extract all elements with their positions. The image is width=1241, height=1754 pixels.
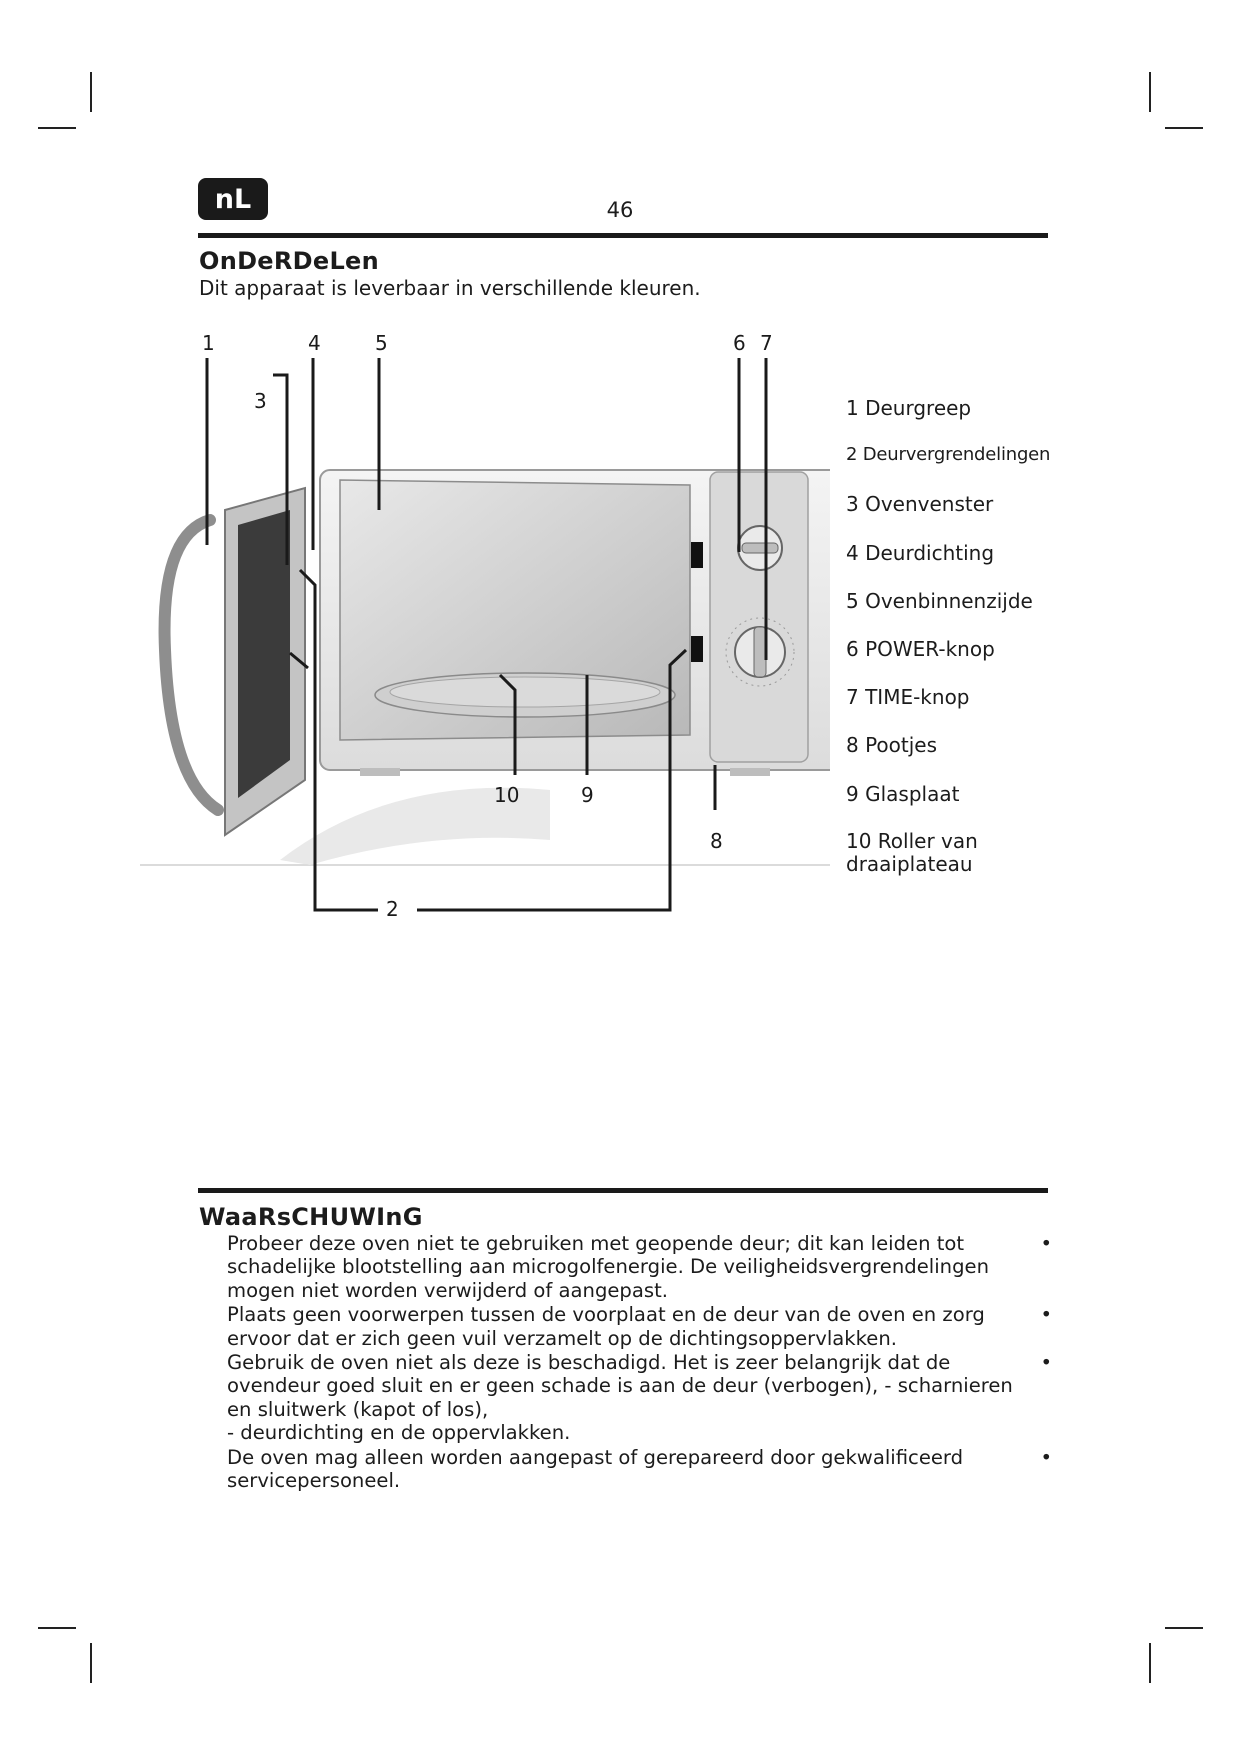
oven-foot: [730, 768, 770, 776]
legend-item: 5 Ovenbinnenzijde: [846, 588, 1033, 613]
warning-item: [227, 1232, 1052, 1302]
callout-10: 10: [494, 783, 520, 807]
legend-item: 1 Deurgreep: [846, 396, 972, 420]
warning-item: [227, 1303, 1052, 1350]
crop-mark: [38, 1627, 76, 1629]
callout-2: 2: [386, 897, 399, 921]
legend-item: 7 TIME-knop: [846, 685, 970, 710]
callout-3: 3: [254, 389, 267, 413]
warning-text: Plaats geen voorwerpen tussen de voorplaat en de deur van de oven en zorg ervoor dat er zich geen vuil verzamelt op de dichtingsoppervlakken.: [227, 1303, 985, 1350]
parts-heading: OnDeRDeLen: [199, 247, 380, 275]
callout-7: 7: [760, 331, 773, 355]
callout-9: 9: [581, 783, 594, 807]
legend-item: 2 Deurvergrendelingen: [846, 444, 1051, 466]
warning-text: Probeer deze oven niet te gebruiken met geopende deur; dit kan leiden tot schadelijke blootstelling aan microgolfenergie. De veiligheidsvergrendelingen mogen niet worden verwijderd of aangepast.: [227, 1232, 989, 1302]
oven-window: [238, 510, 290, 798]
parts-legend: [846, 396, 1066, 878]
microwave-diagram: [130, 320, 830, 950]
crop-mark: [1165, 127, 1203, 129]
power-knob: [738, 526, 782, 570]
crop-mark: [90, 72, 92, 112]
warning-text: De oven mag alleen worden aangepast of gerepareerd door gekwalificeerd servicepersoneel.: [227, 1445, 964, 1493]
legend-item: 6 POWER-knop: [846, 636, 995, 661]
warning-heading: WaaRsCHUWInG: [199, 1203, 423, 1231]
warning-item: [227, 1351, 1052, 1445]
callout-1: 1: [202, 331, 215, 355]
legend-item: 10 Roller van draaiplateau: [846, 828, 978, 876]
door-handle: [165, 520, 218, 810]
callout-5: 5: [375, 331, 388, 355]
language-badge: nL: [198, 178, 268, 220]
door-latch-upper: [691, 542, 703, 568]
bullet: •: [1040, 1303, 1052, 1327]
door-latch-lower: [691, 636, 703, 662]
oven-foot: [360, 768, 400, 776]
bullet: •: [1040, 1351, 1052, 1375]
crop-mark: [1165, 1627, 1203, 1629]
bullet: •: [1040, 1232, 1052, 1255]
parts-subtitle: Dit apparaat is leverbaar in verschillende kleuren.: [199, 276, 701, 300]
control-panel: [710, 472, 808, 762]
legend-item: 8 Pootjes: [846, 733, 938, 758]
callout-4: 4: [308, 331, 321, 355]
crop-mark: [1149, 1643, 1151, 1683]
legend-item: 9 Glasplaat: [846, 781, 960, 806]
crop-mark: [90, 1643, 92, 1683]
callout-6: 6: [733, 331, 746, 355]
section-divider: [198, 1188, 1048, 1193]
microwave-illustration: [130, 320, 830, 950]
crop-mark: [38, 127, 76, 129]
page-number: 46: [606, 198, 634, 222]
callout-8: 8: [710, 829, 723, 853]
legend-item: 4 Deurdichting: [846, 540, 995, 565]
section-divider: [198, 233, 1048, 238]
warning-subline: - deurdichting en de oppervlakken.: [227, 1421, 571, 1445]
legend-item: 3 Ovenvenster: [846, 492, 994, 517]
warning-text: Gebruik de oven niet als deze is beschadigd. Het is zeer belangrijk dat de ovendeur goed sluit en er geen schade is aan de deur (verbogen), - scharnieren en sluitwerk (kapot of los),: [227, 1351, 1013, 1421]
bullet: •: [1040, 1445, 1052, 1469]
warning-list: [227, 1232, 1052, 1493]
crop-mark: [1149, 72, 1151, 112]
warning-item: [227, 1446, 1052, 1493]
